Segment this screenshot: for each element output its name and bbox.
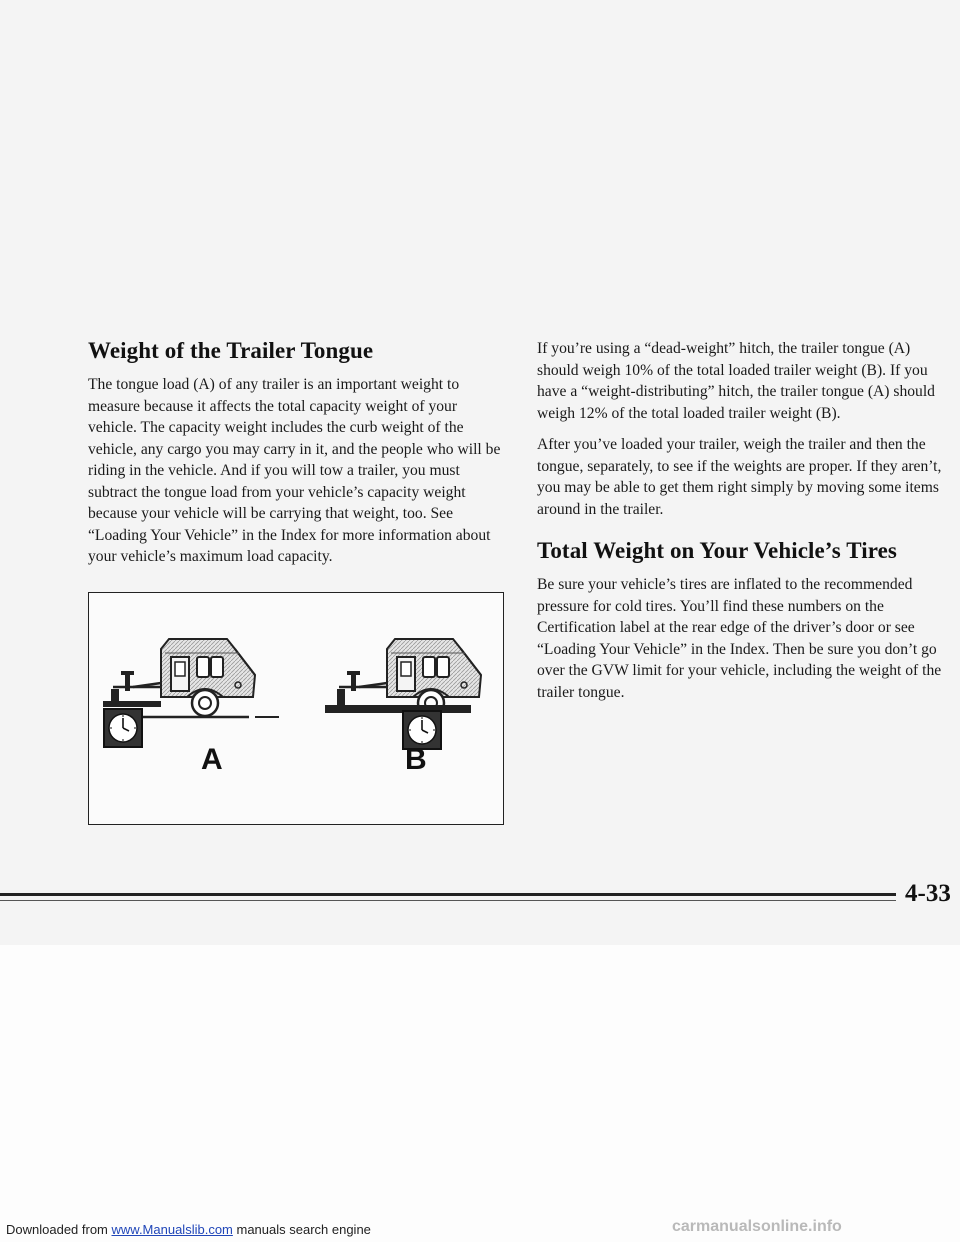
tire-weight-paragraph: Be sure your vehicle’s tires are inflated to the recommended pressure for cold tires. You’ll find these numbers on the Certification label at the rear edge of the driver’s door or see “Loading Your Vehicle” in the Index. Then be sure you don’t go over the GVW limit for your vehicle, including the weight of the trailer tongue. [537, 576, 942, 701]
download-source-line [6, 1222, 371, 1237]
footer-rule-thick [0, 893, 896, 896]
left-column [88, 338, 504, 578]
figure-label-b: B [405, 743, 427, 776]
right-column [537, 338, 955, 713]
section-heading-tongue-weight: Weight of the Trailer Tongue [88, 338, 374, 363]
weigh-trailer-paragraph: After you’ve loaded your trailer, weigh the trailer and then the tongue, separately, to see if the weights are proper. If they aren’t, you may be able to get them right simply by moving some items around in the trailer. [537, 436, 942, 518]
section-heading-tire-weight: Total Weight on Your Vehicle’s Tires [537, 538, 897, 563]
trailer-illustration-svg [89, 593, 503, 824]
hitch-weight-paragraph: If you’re using a “dead-weight” hitch, the trailer tongue (A) should weigh 10% of the total loaded trailer weight (B). If you have a “weight-distributing” hitch, the trailer tongue (A) should weigh 12% of the total loaded trailer weight (B). [537, 340, 935, 422]
manualslib-link[interactable]: www.Manualslib.com [111, 1222, 233, 1237]
download-suffix: manuals search engine [232, 1222, 371, 1237]
download-prefix: Downloaded from [6, 1222, 112, 1237]
trailer-weighing-illustration [88, 592, 504, 825]
trailer-a-drawing [103, 639, 279, 747]
site-watermark: carmanualsonline.info [672, 1218, 842, 1235]
trailer-b-drawing [325, 639, 481, 749]
page-number: 4-33 [905, 880, 951, 907]
footer-rule-thin [0, 900, 896, 901]
figure-label-a: A [201, 743, 223, 776]
tongue-weight-paragraph: The tongue load (A) of any trailer is an important weight to measure because it affects the total capacity weight of your vehicle. The capacity weight includes the curb weight of the vehicle, any cargo you may carry in it, and the people who will be riding in the vehicle. And if you will tow a trailer, you must subtract the tongue load from your vehicle’s capacity weight because your vehicle will be carrying that weight, too. See “Loading Your Vehicle” in the Index for more information about your vehicle’s maximum load capacity. [88, 376, 501, 565]
